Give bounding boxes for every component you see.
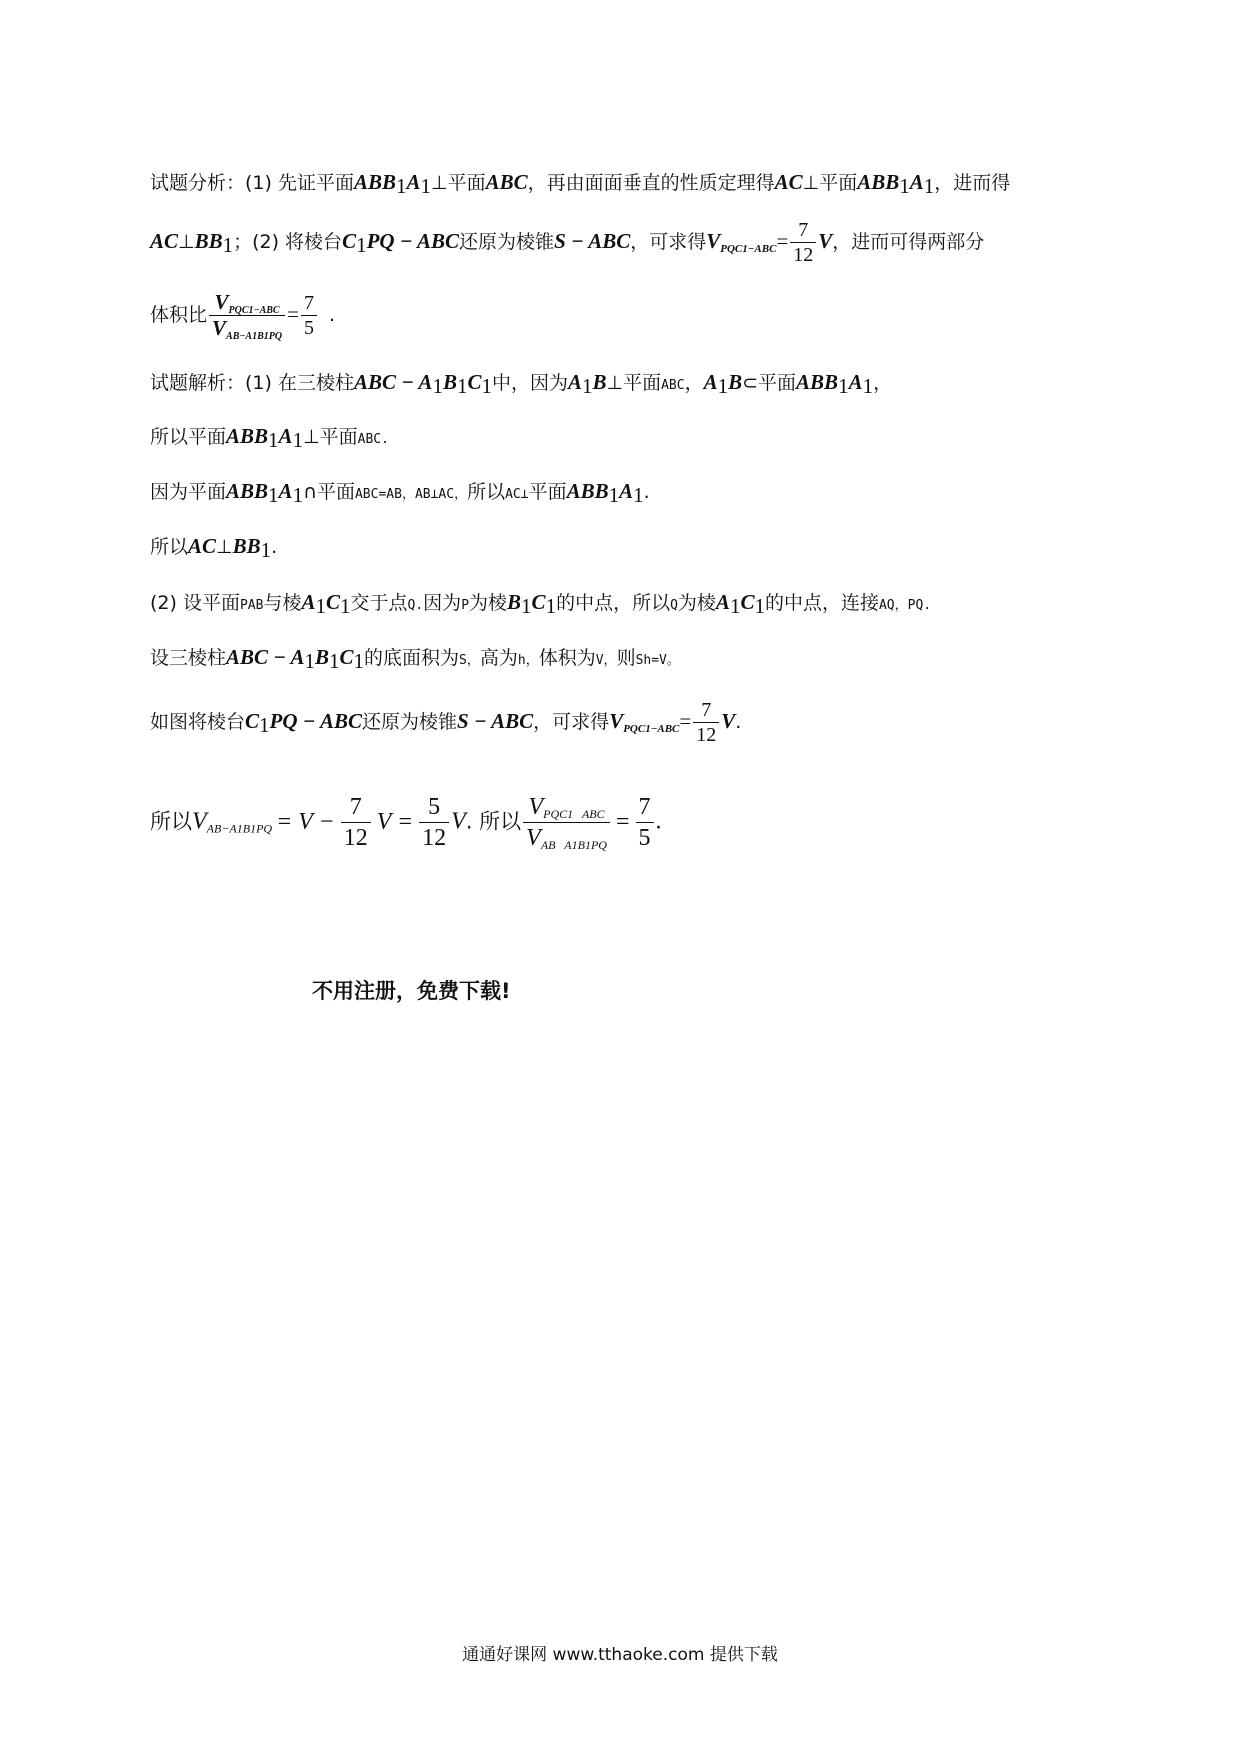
math-sub: 1 [838,374,849,398]
math-expr: PQ − ABC [366,229,460,253]
math-expr: V [212,316,227,340]
analysis-text: ，进而可得两部分 [832,231,985,253]
analysis-text: ，可求得 [630,231,707,253]
math-expr: BB [232,534,261,558]
math-sub: 1 [259,713,270,737]
math-sub: 1 [329,649,340,673]
solution-text: . 所以 [465,809,522,834]
math-expr: ABB [857,170,900,194]
math-sub: 1 [862,374,874,398]
math-expr: = [679,709,692,733]
math-expr: V = [376,808,414,835]
solution-text: ⊥ [216,536,233,558]
fraction-numerator: 7 [301,291,317,316]
fraction-denominator [523,823,610,853]
solution-text: 交于点 [350,592,408,614]
solution-text: ⊥平面 [303,426,358,448]
math-expr: B [507,590,522,614]
math-expr: A [909,170,924,194]
solution-text: 的中点，连接 [764,592,879,614]
analysis-text: ，进而得 [934,172,1011,194]
fraction [790,218,816,267]
math-expr: S − ABC [457,709,534,733]
solution-text: 所以 [150,809,192,834]
small-text: PAB [239,598,264,613]
math-expr: AC [774,170,803,194]
math-expr: = [776,229,789,253]
math-sub: AB−A1B1PQ [206,821,273,836]
solution-text: ， [873,372,893,394]
analysis-text: 体积比 [150,304,208,326]
math-expr: V [528,794,544,820]
solution-text: ∩平面 [303,481,355,503]
math-expr: = V − [276,808,335,835]
math-sub: PQC1 ABC [543,807,605,821]
math-expr: A [848,370,863,394]
solution-line-8 [150,792,1100,853]
math-expr: ABC − A [226,645,305,669]
analysis-text: ⊥平面 [802,172,858,194]
math-sub: 1 [292,428,304,452]
analysis-text: ⊥平面 [431,172,486,194]
math-sub: 1 [340,594,351,618]
analysis-line-3 [150,290,1100,341]
math-expr: A [278,424,293,448]
math-sub: 1 [420,174,432,198]
math-sub: 1 [481,374,492,398]
solution-text: 体积为 [538,647,596,669]
fraction-numerator: 7 [341,792,371,823]
math-expr: ABB [353,170,396,194]
solution-text: 设三棱柱 [150,647,227,669]
math-expr: C [740,590,755,614]
small-text: AC⊥ [505,487,529,502]
math-sub: 1 [260,538,272,562]
solution-text: 为棱 [677,592,716,614]
math-expr: ABC − A [353,370,433,394]
math-expr: C [245,709,260,733]
math-expr: C [467,370,482,394]
math-sub: 1 [396,174,407,198]
footer-text: 通通好课网 www.tthaoke.com 提供下载 [462,1645,778,1665]
analysis-text: ⊥ [178,231,195,253]
fraction-denominator: 12 [343,825,368,851]
math-expr: C [531,590,546,614]
math-sub: 1 [729,594,741,618]
math-sub: 1 [899,174,910,198]
math-sub: 1 [268,483,279,507]
math-expr: A [703,370,718,394]
solution-text: 因为 [423,592,462,614]
math-sub: 1 [545,594,557,618]
math-sub: 1 [353,649,365,673]
math-expr: B [728,370,743,394]
math-expr: AC [188,534,217,558]
fraction-numerator: 7 [636,792,654,823]
small-text: ABC. [357,432,389,447]
math-expr: A [301,590,316,614]
analysis-text: . [328,304,335,326]
solution-line-3 [150,477,1100,509]
fraction-denominator: 12 [696,724,717,746]
math-expr: A [619,479,634,503]
math-expr: V [609,709,624,733]
solution-text: 平面 [528,481,567,503]
math-sub: PQC1−ABC [228,305,280,316]
small-text: S， [459,653,480,668]
math-sub: 1 [608,483,620,507]
small-text: Q. [407,598,424,613]
promo-text: 不用注册，免费下载! [312,979,511,1003]
math-sub: 1 [292,483,304,507]
math-expr: A [406,170,421,194]
solution-text: 为棱 [469,592,508,614]
solution-line-2 [150,422,1100,454]
math-expr: V [706,229,721,253]
analysis-text: ；(2) 将棱台 [233,231,343,253]
math-expr: V [214,290,229,314]
small-text: Sh=V。 [635,653,680,668]
fraction-numerator: 7 [693,698,719,723]
math-sub: AB A1B1PQ [540,838,607,852]
solution-line-1 [150,368,1100,400]
small-text: P [461,598,470,613]
math-expr: V [526,825,541,851]
math-expr: C [339,645,354,669]
solution-text: 则 [616,647,636,669]
solution-text: ⊂平面 [742,372,797,394]
math-expr: V [721,709,736,733]
solution-text: 所以平面 [150,426,227,448]
fraction-denominator: 12 [422,825,447,851]
solution-text: 高为 [479,647,518,669]
fraction-numerator: 7 [790,218,816,243]
solution-text: 所以 [467,481,506,503]
fraction [209,290,285,341]
small-text: AQ，PQ. [878,598,932,613]
solution-line-7 [150,698,1100,747]
math-expr: ABB [226,424,269,448]
math-sub: 1 [923,174,935,198]
math-sub: PQC1−ABC [623,723,680,735]
solution-text: (2) 设平面 [150,592,240,614]
math-expr: B [442,370,457,394]
solution-text: . [643,481,650,503]
math-expr: ABB [226,479,269,503]
math-expr: A [278,479,293,503]
fraction [341,792,371,853]
math-expr: C [325,590,340,614]
math-expr: ABB [566,479,609,503]
math-expr: A [715,590,730,614]
solution-line-4 [150,532,1100,561]
math-expr: PQ − ABC [269,709,362,733]
math-sub: 1 [633,483,644,507]
fraction-numerator [209,290,285,316]
fraction [301,291,317,340]
math-expr: AC [150,229,179,253]
math-expr: C [342,229,357,253]
math-expr: B [592,370,607,394]
math-sub: 1 [268,428,279,452]
math-sub: AB−A1B1PQ [226,331,283,342]
analysis-line-1 [150,168,1100,197]
math-expr: = [615,808,630,835]
solution-text: . [735,711,742,733]
math-sub: PQC1−ABC [720,243,777,255]
solution-text: . [655,808,662,835]
analysis-text: 还原为棱锥 [459,231,555,253]
solution-text: 与棱 [263,592,302,614]
solution-text: 中，因为 [491,372,568,394]
fraction [636,792,654,853]
fraction [419,792,449,853]
math-expr: S − ABC [554,229,631,253]
math-sub: 1 [582,374,593,398]
fraction [693,698,719,747]
math-sub: 1 [222,233,234,257]
fraction-denominator [209,316,285,341]
math-sub: 1 [456,374,468,398]
solution-text: ，可求得 [533,711,610,733]
math-sub: 1 [304,649,315,673]
solution-text: ， [684,372,704,394]
solution-line-5 [150,588,1100,620]
math-expr: ABB [796,370,839,394]
math-sub: 1 [754,594,765,618]
solution-line-6 [150,643,1100,675]
fraction-numerator: 5 [419,792,449,823]
small-text: V， [595,653,617,668]
solution-text: 的中点，所以 [556,592,671,614]
solution-text: 如图将棱台 [150,711,246,733]
solution-text: 因为平面 [150,481,227,503]
solution-text: 所以 [150,536,189,558]
math-expr: BB [194,229,223,253]
math-expr: V [451,808,466,835]
analysis-text: ，再由面面垂直的性质定理得 [527,172,775,194]
math-expr: ABC [485,170,528,194]
math-expr: V [192,808,207,835]
math-sub: 1 [432,374,443,398]
analysis-text: 试题分析：(1) 先证平面 [150,172,354,194]
math-sub: 1 [521,594,532,618]
small-text: h， [517,653,539,668]
math-expr: A [568,370,583,394]
solution-text: 的底面积为 [364,647,460,669]
solution-text: 还原为棱锥 [362,711,458,733]
math-expr: V [818,229,833,253]
small-text: Q [670,598,678,613]
math-sub: 1 [717,374,729,398]
solution-text: ⊥平面 [606,372,662,394]
math-expr: B [315,645,330,669]
math-sub: 1 [315,594,326,618]
analysis-line-2 [150,218,1100,267]
solution-text: 试题解析：(1) 在三棱柱 [150,372,354,394]
small-text: ABC [661,378,685,393]
math-expr: = [287,302,299,326]
fraction-denominator: 12 [793,244,814,266]
fraction-denominator: 5 [303,317,314,339]
math-sub: 1 [356,233,367,257]
fraction-denominator: 5 [638,825,651,851]
solution-text: . [271,536,278,558]
fraction [523,792,610,853]
fraction-numerator [523,792,610,823]
small-text: ABC=AB，AB⊥AC， [354,487,468,502]
